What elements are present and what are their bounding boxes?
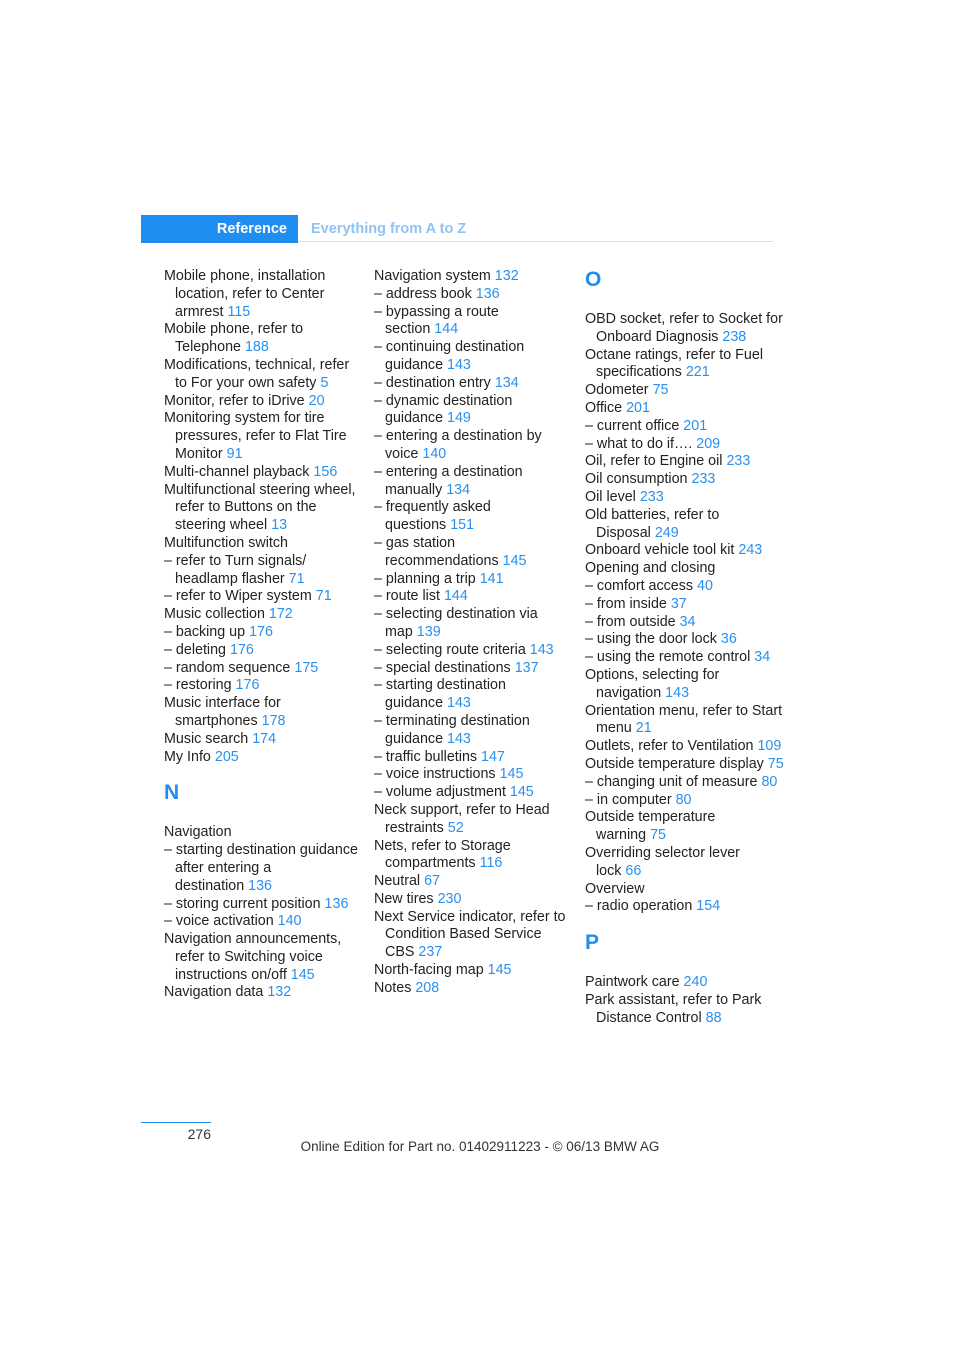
index-entry-text: – dynamic destination guidance <box>374 392 513 427</box>
page-reference-link[interactable]: 176 <box>249 623 273 640</box>
page-reference-link[interactable]: 40 <box>697 577 713 594</box>
page-reference-link[interactable]: 66 <box>625 862 642 879</box>
page-reference-link[interactable]: 75 <box>650 827 666 844</box>
page-number: 276 <box>187 1126 211 1142</box>
index-entry-text: Modifications, technical, refer to For your own safety <box>164 356 350 391</box>
index-entry <box>164 749 364 767</box>
index-column-3 <box>585 268 785 1027</box>
index-entry <box>585 992 785 1028</box>
index-entry-text: Mobile phone, installation location, refer to Center armrest <box>164 268 326 320</box>
index-entry <box>164 677 364 695</box>
page-reference-link[interactable]: 144 <box>443 588 468 605</box>
index-entry <box>374 660 574 678</box>
index-entry <box>164 482 364 535</box>
index-entry-text: – gas station recommendations <box>374 534 499 569</box>
index-entry <box>164 642 364 660</box>
index-entry <box>164 913 364 931</box>
index-entry <box>585 631 785 649</box>
page-reference-link[interactable]: 178 <box>261 712 286 729</box>
page-reference-link[interactable]: 201 <box>683 417 708 434</box>
index-entry <box>374 677 574 713</box>
page-reference-link[interactable]: 233 <box>726 453 751 470</box>
page-reference-link[interactable]: 88 <box>705 1009 722 1026</box>
index-entry-text: New tires <box>374 890 434 907</box>
page-reference-link[interactable]: 37 <box>670 595 687 612</box>
index-entry-text: Orientation menu, refer to Start menu <box>585 702 783 737</box>
index-entry <box>585 453 785 471</box>
index-entry <box>164 931 364 984</box>
index-entry <box>374 873 574 891</box>
index-entry-text: – what to do if…. <box>585 435 693 452</box>
index-entry-text: Multifunctional steering wheel, refer to Buttons on the steering wheel <box>164 481 356 534</box>
index-entry-text: – frequently asked questions <box>374 499 491 534</box>
page-reference-link[interactable]: 71 <box>315 588 332 605</box>
page-reference-link[interactable]: 243 <box>738 542 763 559</box>
index-entry-text: Office <box>585 399 623 416</box>
index-entry-text: Odometer <box>585 382 649 399</box>
page-reference-link[interactable]: 156 <box>313 463 338 480</box>
page-reference-link[interactable]: 240 <box>683 974 708 991</box>
header-rule <box>298 241 773 242</box>
page-reference-link[interactable]: 140 <box>422 445 447 462</box>
index-entry-text: Paintwork care <box>585 974 680 991</box>
chapter-title: Everything from A to Z <box>311 221 467 237</box>
index-entry-text: North-facing map <box>374 962 484 979</box>
index-entry-text: – backing up <box>164 623 246 640</box>
page-reference-link[interactable]: 208 <box>415 979 440 996</box>
index-entry <box>585 667 785 703</box>
page-reference-link[interactable]: 209 <box>696 435 721 452</box>
index-entry <box>164 731 364 749</box>
index-entry-text: Options, selecting for navigation <box>585 666 720 701</box>
index-entry-text: – from outside <box>585 613 676 630</box>
index-entry <box>374 268 574 286</box>
index-entry-text: Mobile phone, refer to Telephone <box>164 321 304 356</box>
page-reference-link[interactable]: 132 <box>494 268 519 284</box>
page-reference-link[interactable]: 174 <box>252 730 277 747</box>
index-entry-text: – address book <box>374 285 472 302</box>
index-entry-text: Music interface for smartphones <box>164 695 281 729</box>
page-reference-link[interactable]: 145 <box>487 962 512 979</box>
page-reference-link[interactable]: 5 <box>320 374 329 391</box>
page-reference-link[interactable]: 143 <box>447 356 471 373</box>
index-entry <box>585 596 785 614</box>
index-entry <box>374 749 574 767</box>
page-reference-link[interactable]: 80 <box>761 773 778 790</box>
page-reference-link[interactable]: 176 <box>235 677 260 694</box>
index-column-2 <box>374 268 574 998</box>
page-reference-link[interactable]: 140 <box>277 913 302 930</box>
index-entry-text: – using the door lock <box>585 631 717 648</box>
page-reference-link[interactable]: 21 <box>635 720 652 737</box>
index-entry-text: Outlets, refer to Ventilation <box>585 738 754 755</box>
index-entry <box>585 542 785 560</box>
page-reference-link[interactable]: 205 <box>214 748 239 765</box>
index-entry-text: Overriding selector lever lock <box>585 844 740 879</box>
index-entry <box>585 614 785 632</box>
index-entry <box>374 535 574 571</box>
index-entry <box>164 695 364 731</box>
index-entry-text: – starting destination guidance after entering a destination <box>164 842 358 894</box>
index-entry-text: Navigation data <box>164 984 264 1001</box>
index-entry-text: – entering a destination by voice <box>374 428 542 462</box>
index-entry-text: Overview <box>585 880 645 897</box>
section-tab: Reference <box>141 215 298 243</box>
page-reference-link[interactable]: 52 <box>447 819 464 836</box>
index-entry <box>374 588 574 606</box>
index-entry <box>585 489 785 507</box>
index-entry-text: Oil level <box>585 488 636 505</box>
page-reference-link[interactable]: 145 <box>509 784 534 801</box>
page-number-rule <box>141 1122 211 1123</box>
index-entry <box>374 784 574 802</box>
page-reference-link[interactable]: 172 <box>268 606 293 623</box>
index-entry-text: – current office <box>585 417 680 434</box>
index-entry-text: Navigation system <box>374 268 491 284</box>
index-entry <box>585 756 785 774</box>
page-reference-link[interactable]: 143 <box>447 695 471 712</box>
index-entry <box>585 578 785 596</box>
index-entry <box>164 588 364 606</box>
page-reference-link[interactable]: 147 <box>481 748 505 765</box>
page-reference-link[interactable]: 143 <box>665 684 690 701</box>
index-entry-text: Oil consumption <box>585 471 688 488</box>
page-reference-link[interactable]: 233 <box>639 488 664 505</box>
index-entry-text: – refer to Wiper system <box>164 588 312 605</box>
index-entry <box>585 311 785 347</box>
index-entry <box>164 357 364 393</box>
index-entry-text: – starting destination guidance <box>374 677 506 712</box>
index-entry-text: Next Service indicator, refer to Condition Based Service CBS <box>374 908 566 961</box>
index-entry-text: – random sequence <box>164 659 291 676</box>
index-entry-text: Music search <box>164 730 249 747</box>
index-entry <box>374 891 574 909</box>
index-entry-text: – route list <box>374 588 440 605</box>
index-entry <box>585 809 785 845</box>
index-entry <box>374 802 574 838</box>
index-entry-text: – in computer <box>585 791 672 808</box>
index-entry <box>585 898 785 916</box>
index-entry <box>585 507 785 543</box>
index-entry-text: Outside temperature display <box>585 755 764 772</box>
index-entry-text: – continuing destination guidance <box>374 339 525 373</box>
index-entry <box>585 418 785 436</box>
page-reference-link[interactable]: 141 <box>479 570 504 587</box>
index-entry-text: Music collection <box>164 606 265 623</box>
index-entry <box>374 838 574 874</box>
page-reference-link[interactable]: 134 <box>446 481 471 498</box>
page-reference-link[interactable]: 143 <box>447 730 471 747</box>
index-letter-heading: O <box>585 268 602 291</box>
page-reference-link[interactable]: 115 <box>227 303 251 320</box>
index-letter-heading: P <box>585 931 600 955</box>
index-entry <box>585 471 785 489</box>
footer-edition: Online Edition for Part no. 01402911223 - © 06/13 BMW AG <box>300 1139 660 1154</box>
page-reference-link[interactable]: 176 <box>230 641 254 658</box>
index-column-1 <box>164 268 364 1002</box>
page-reference-link[interactable]: 237 <box>418 944 443 961</box>
index-entry <box>374 713 574 749</box>
index-entry <box>374 286 574 304</box>
index-entry <box>374 642 574 660</box>
index-entry-text: Neutral <box>374 873 421 890</box>
index-entry <box>585 649 785 667</box>
index-entry <box>585 974 785 992</box>
index-entry <box>164 535 364 553</box>
index-entry <box>585 436 785 454</box>
index-entry <box>585 738 785 756</box>
index-entry <box>374 428 574 464</box>
index-entry <box>374 339 574 375</box>
page-reference-link[interactable]: 201 <box>626 399 650 416</box>
index-entry-text: Opening and closing <box>585 560 716 577</box>
index-entry <box>585 400 785 418</box>
page-reference-link[interactable]: 151 <box>450 517 475 534</box>
page-reference-link[interactable]: 139 <box>416 623 441 640</box>
index-entry <box>585 560 785 578</box>
index-entry <box>164 410 364 463</box>
index-entry-text: Onboard vehicle tool kit <box>585 542 735 559</box>
index-entry <box>585 382 785 400</box>
index-entry <box>374 571 574 589</box>
index-entry-text: – restoring <box>164 677 232 694</box>
page-reference-link[interactable]: 34 <box>679 613 696 630</box>
index-entry-text: – changing unit of measure <box>585 773 758 790</box>
index-entry-text: – refer to Turn signals/ headlamp flasher <box>164 552 307 587</box>
index-entry-text: Old batteries, refer to Disposal <box>585 506 720 541</box>
index-entry-text: – selecting route criteria <box>374 641 526 658</box>
index-entry-text: – selecting destination via map <box>374 606 538 640</box>
index-entry-text: – volume adjustment <box>374 784 506 801</box>
index-entry <box>585 347 785 383</box>
index-entry-text: – comfort access <box>585 577 694 594</box>
index-entry-text: My Info <box>164 748 211 765</box>
page-reference-link[interactable]: 132 <box>267 984 292 1001</box>
index-entry-text: – voice activation <box>164 913 274 930</box>
index-entry <box>374 980 574 998</box>
index-entry-text: – traffic bulletins <box>374 748 478 765</box>
page-reference-link[interactable]: 137 <box>514 659 539 676</box>
index-entry-text: – using the remote control <box>585 649 751 666</box>
index-entry <box>164 606 364 624</box>
page-reference-link[interactable]: 136 <box>248 877 272 894</box>
page-reference-link[interactable]: 154 <box>696 898 721 915</box>
page-reference-link[interactable]: 145 <box>502 552 527 569</box>
index-entry <box>374 909 574 962</box>
index-entry <box>585 792 785 810</box>
page-reference-link[interactable]: 136 <box>324 895 349 912</box>
page-reference-link[interactable]: 116 <box>479 855 503 872</box>
page-reference-link[interactable]: 175 <box>294 659 319 676</box>
index-entry <box>164 984 364 1002</box>
index-entry-text: Monitor, refer to iDrive <box>164 392 305 409</box>
index-entry-text: OBD socket, refer to Socket for Onboard Diagnosis <box>585 311 783 345</box>
page-reference-link[interactable]: 238 <box>722 328 747 345</box>
index-entry <box>374 393 574 429</box>
index-entry-text: Park assistant, refer to Park Distance Control <box>585 991 762 1026</box>
page-reference-link[interactable]: 20 <box>308 392 325 409</box>
index-entry <box>374 499 574 535</box>
page-reference-link[interactable]: 233 <box>691 471 716 488</box>
index-entry <box>585 703 785 739</box>
index-entry <box>164 824 364 842</box>
page-header <box>141 215 773 243</box>
index-entry <box>374 962 574 980</box>
index-entry <box>585 881 785 899</box>
page-reference-link[interactable]: 188 <box>244 339 269 356</box>
index-entry-text: – voice instructions <box>374 766 496 783</box>
index-entry <box>585 774 785 792</box>
index-entry-text: Multi-channel playback <box>164 463 310 480</box>
page-reference-link[interactable]: 144 <box>434 321 459 338</box>
index-entry <box>374 766 574 784</box>
page-reference-link[interactable]: 143 <box>529 641 554 658</box>
page-reference-link[interactable]: 71 <box>288 570 305 587</box>
index-entry-text: – terminating destination guidance <box>374 712 530 747</box>
index-entry-text: – deleting <box>164 641 227 658</box>
page-reference-link[interactable]: 249 <box>654 524 679 541</box>
index-entry-text: – destination entry <box>374 374 491 391</box>
page-reference-link[interactable]: 36 <box>720 631 737 648</box>
index-entry-text: Oil, refer to Engine oil <box>585 453 723 470</box>
index-entry-text: Navigation <box>164 824 232 841</box>
index-entry <box>164 624 364 642</box>
index-entry-text: Multifunction switch <box>164 534 288 551</box>
index-entry-text: – special destinations <box>374 659 511 676</box>
index-entry-text: Monitoring system for tire pressures, refer to Flat Tire Monitor <box>164 410 347 462</box>
index-entry-text: Nets, refer to Storage compartments <box>374 837 511 872</box>
page-reference-link[interactable]: 67 <box>424 873 440 890</box>
page-reference-link[interactable]: 134 <box>494 374 519 391</box>
index-entry-text: – from inside <box>585 595 667 612</box>
page-reference-link[interactable]: 230 <box>437 890 462 907</box>
index-entry-text: Notes <box>374 979 412 996</box>
index-entry <box>374 304 574 340</box>
page-reference-link[interactable]: 149 <box>447 410 471 427</box>
index-entry <box>164 842 364 895</box>
index-entry <box>164 553 364 589</box>
index-entry <box>164 896 364 914</box>
page-reference-link[interactable]: 75 <box>652 382 669 399</box>
page-reference-link[interactable]: 109 <box>757 738 782 755</box>
page-reference-link[interactable]: 13 <box>271 517 288 534</box>
index-entry <box>164 464 364 482</box>
index-entry <box>585 845 785 881</box>
index-letter-heading: N <box>164 781 180 805</box>
index-entry <box>374 375 574 393</box>
index-entry-text: Navigation announcements, refer to Switching voice instructions on/off <box>164 931 342 983</box>
index-entry <box>164 393 364 411</box>
index-entry-text: – bypassing a route section <box>374 303 499 338</box>
index-entry-text: – planning a trip <box>374 570 476 587</box>
index-entry <box>164 660 364 678</box>
index-entry-text: Outside temperature warning <box>585 809 716 844</box>
index-entry-text: – entering a destination manually <box>374 463 523 498</box>
page-reference-link[interactable]: 136 <box>475 285 500 302</box>
index-entry <box>374 464 574 500</box>
page-reference-link[interactable]: 145 <box>499 766 524 783</box>
page-reference-link[interactable]: 75 <box>767 755 784 772</box>
page-reference-link[interactable]: 221 <box>685 364 710 381</box>
index-entry-text: Octane ratings, refer to Fuel specifications <box>585 346 763 381</box>
index-entry <box>164 268 364 321</box>
page-reference-link[interactable]: 80 <box>675 791 692 808</box>
index-entry <box>374 606 574 642</box>
index-entry-text: Neck support, refer to Head restraints <box>374 801 550 836</box>
page-reference-link[interactable]: 145 <box>290 966 315 983</box>
index-entry <box>164 321 364 357</box>
page-reference-link[interactable]: 34 <box>754 649 771 666</box>
index-entry-text: – radio operation <box>585 898 693 915</box>
index-entry-text: – storing current position <box>164 895 321 912</box>
page-reference-link[interactable]: 91 <box>226 445 243 462</box>
